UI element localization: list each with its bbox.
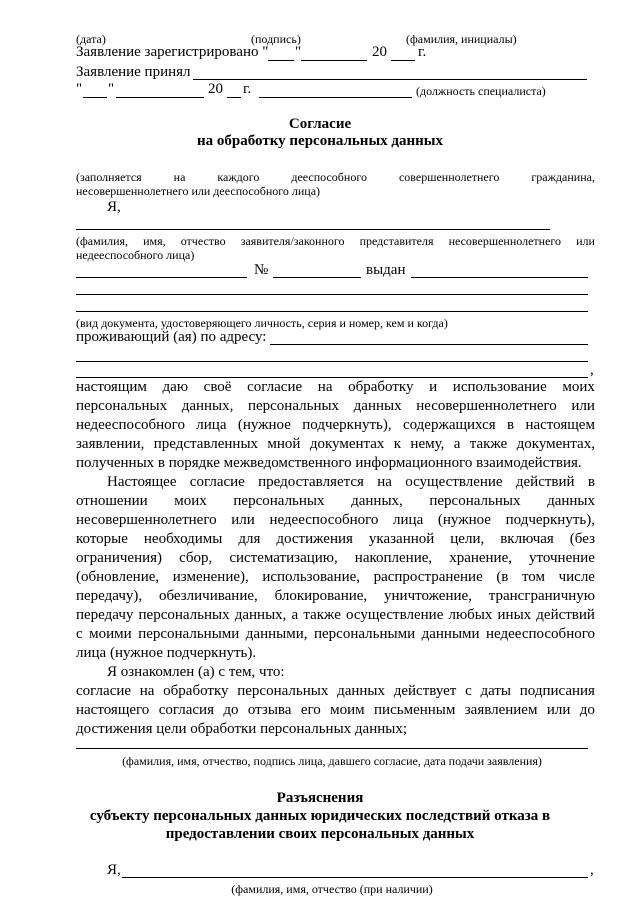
para2-line-2 xyxy=(76,512,595,529)
word: данными, xyxy=(245,626,308,642)
word: числе xyxy=(558,569,595,585)
word: до xyxy=(579,702,595,718)
word: отчество xyxy=(180,234,226,248)
word: заявлении, xyxy=(76,436,145,452)
word: персональными xyxy=(313,626,416,642)
registered-month-field[interactable] xyxy=(301,60,367,61)
word: отзыва xyxy=(247,702,292,718)
address-field[interactable] xyxy=(270,344,588,345)
para1-line-3 xyxy=(76,417,595,434)
registered-label: Заявление зарегистрировано " xyxy=(76,44,269,60)
signer-caption: (фамилия, имя, отчество, подпись лица, давшего согласие, дата подачи заявления) xyxy=(122,754,542,768)
word: совершеннолетнего xyxy=(398,170,500,184)
para2-line-4 xyxy=(76,550,595,567)
para1-line-4 xyxy=(76,436,595,453)
word: согласие xyxy=(76,683,132,699)
word: действует xyxy=(393,683,457,699)
document-line-2[interactable] xyxy=(76,294,588,295)
address-line-3[interactable] xyxy=(76,377,588,378)
word: документах, xyxy=(516,436,595,452)
registered-year-prefix: 20 xyxy=(372,44,387,60)
word: документах xyxy=(309,436,385,452)
word: с xyxy=(76,626,83,642)
document-line-3[interactable] xyxy=(76,311,588,312)
explanation-subtitle-1: субъекту персональных данных юридических последствий отказа в xyxy=(89,808,551,824)
word: моим xyxy=(330,702,365,718)
address-line-2[interactable] xyxy=(76,361,588,362)
word: ограничения) xyxy=(76,550,163,566)
word: передачу xyxy=(76,607,134,623)
para2-last-line: лица (нужное подчеркнуть). xyxy=(76,645,257,661)
word: своё xyxy=(203,379,232,395)
applicant-caption-line1 xyxy=(76,234,595,249)
word: для xyxy=(238,531,261,547)
word: действий xyxy=(536,607,595,623)
word: настоящем xyxy=(525,417,595,433)
word: недееспособного xyxy=(269,512,379,528)
accepted-day-field[interactable] xyxy=(83,97,107,98)
word: трансграничную xyxy=(488,588,595,604)
document-number-field[interactable] xyxy=(273,277,361,278)
word: уточнение xyxy=(529,550,595,566)
word: (без xyxy=(569,531,595,547)
word: моими xyxy=(89,626,132,642)
word: необходимы xyxy=(143,531,223,547)
word: персональных xyxy=(76,398,168,414)
word: его xyxy=(300,702,321,718)
para2-line-3 xyxy=(76,531,595,548)
accepted-year-prefix: 20 xyxy=(208,81,223,97)
word: заявлением xyxy=(464,702,538,718)
para2-line-5 xyxy=(76,569,595,586)
word: персональных xyxy=(138,607,230,623)
word: недееспособного xyxy=(76,417,185,433)
word: недееспособного xyxy=(486,626,595,642)
position-caption: (должность специалиста) xyxy=(416,84,546,98)
word: систематизацию, xyxy=(229,550,338,566)
consent-title: Согласие xyxy=(288,116,352,132)
word: любых xyxy=(448,607,493,623)
word: сбор, xyxy=(179,550,213,566)
explanation-comma: , xyxy=(590,862,594,878)
word: а xyxy=(291,607,299,623)
word: (обновление, xyxy=(76,569,160,585)
word: также xyxy=(303,607,341,623)
word: моих xyxy=(562,379,595,395)
word: несовершеннолетнего xyxy=(76,512,217,528)
word: в xyxy=(587,474,595,490)
word: использование, xyxy=(262,569,361,585)
word: цели, xyxy=(450,531,485,547)
word: представителя xyxy=(359,234,434,248)
word: данных xyxy=(353,398,402,414)
word: на xyxy=(377,474,392,490)
word: или xyxy=(576,234,595,248)
registered-day-field[interactable] xyxy=(268,60,294,61)
accepted-year-field[interactable] xyxy=(227,97,241,98)
word: которые xyxy=(76,531,128,547)
word: подписания xyxy=(519,683,595,699)
word: мной xyxy=(267,436,301,452)
word: несовершеннолетнего xyxy=(448,234,562,248)
word: лица xyxy=(393,512,424,528)
word: включая xyxy=(500,531,554,547)
word: использование xyxy=(452,379,547,395)
word: и xyxy=(429,379,438,395)
word: подчеркнуть), xyxy=(505,512,595,528)
consent-subtitle: на обработку персональных данных xyxy=(197,133,443,149)
registered-year-field[interactable] xyxy=(391,60,415,61)
word: данных, xyxy=(234,607,287,623)
word: (в xyxy=(496,569,509,585)
word: на xyxy=(317,379,333,395)
word: или xyxy=(546,702,571,718)
signer-field[interactable] xyxy=(76,748,588,749)
para3-line-2 xyxy=(76,702,595,719)
word: данных, xyxy=(351,493,403,509)
consent-note-line2: несовершеннолетнего или дееспособного лица) xyxy=(76,184,321,198)
word: предоставляется xyxy=(258,474,364,490)
word: (фамилия, xyxy=(76,234,129,248)
word: или xyxy=(231,512,255,528)
word: хранение, xyxy=(449,550,512,566)
name-initials-caption: (фамилия, инициалы) xyxy=(406,32,517,46)
word: моих xyxy=(174,493,207,509)
specialist-position-field[interactable] xyxy=(259,97,412,98)
word: персональных xyxy=(247,398,340,414)
para2-line-1 xyxy=(76,493,595,510)
word: согласие xyxy=(189,474,245,490)
number-sign: № xyxy=(254,262,269,278)
word: осуществление xyxy=(345,607,444,623)
word: отношении xyxy=(76,493,148,509)
para1-line-2 xyxy=(76,398,595,415)
word: на xyxy=(173,170,186,184)
explanation-name-field[interactable] xyxy=(122,877,588,878)
word: блокирование, xyxy=(274,588,368,604)
word: обработку xyxy=(163,683,229,699)
para1-last-line: полученных в порядке межведомственного информационного взаимодействия. xyxy=(76,455,582,471)
accepted-year-suffix: г. xyxy=(243,81,252,97)
word: к xyxy=(393,436,402,452)
word: (заполняется xyxy=(76,170,142,184)
word: на xyxy=(139,683,155,699)
accepted-quote-close: " xyxy=(108,81,115,97)
word: даю xyxy=(162,379,189,395)
para2-first-line xyxy=(107,474,595,491)
word: в xyxy=(507,417,515,433)
word: персональных xyxy=(429,493,521,509)
word: согласия xyxy=(158,702,214,718)
word: данных xyxy=(337,683,385,699)
word: дееспособного xyxy=(291,170,367,184)
word: передачу), xyxy=(76,588,143,604)
word: осуществление xyxy=(405,474,503,490)
word: содержащихся xyxy=(402,417,496,433)
accepted-label: Заявление принял xyxy=(76,64,191,80)
word: настоящего xyxy=(76,702,150,718)
consent-i-label: Я, xyxy=(107,199,121,215)
word: представленных xyxy=(153,436,259,452)
word: а xyxy=(453,436,461,452)
applicant-caption-line2: недееспособного лица) xyxy=(76,248,195,262)
word: письменным xyxy=(374,702,456,718)
date-caption: (дата) xyxy=(76,32,106,46)
para2-line-7 xyxy=(76,607,595,624)
explanation-subtitle-2: предоставлении своих персональных данных xyxy=(165,826,475,842)
word: уничтожение, xyxy=(384,588,472,604)
explanation-name-caption: (фамилия, имя, отчество (при наличии) xyxy=(231,882,433,896)
para3-last-line: достижения цели обработки персональных данных; xyxy=(76,721,407,737)
word: персональными xyxy=(138,626,240,642)
word: изменение), xyxy=(172,569,249,585)
consent-note-line1 xyxy=(76,170,595,185)
para1-line-1 xyxy=(76,379,595,396)
word: даты xyxy=(480,683,511,699)
accepted-by-field[interactable] xyxy=(193,79,587,80)
word: достижения xyxy=(276,531,353,547)
issued-label: выдан xyxy=(366,262,406,278)
para2-line-6 xyxy=(76,588,595,605)
word: действий xyxy=(515,474,575,490)
word: с xyxy=(465,683,472,699)
explanation-title: Разъяснения xyxy=(276,790,364,806)
word: заявителя/законного xyxy=(240,234,345,248)
word: обработку xyxy=(348,379,414,395)
para3-first-line: Я ознакомлен (а) с тем, что: xyxy=(107,664,285,680)
accepted-month-field[interactable] xyxy=(116,97,204,98)
word: или xyxy=(571,398,595,414)
word: (нужное xyxy=(437,512,491,528)
word: лица xyxy=(196,417,227,433)
document-caption: (вид документа, удостоверяющего личность, серия и номер, кем и когда) xyxy=(76,316,448,330)
word: накопление, xyxy=(354,550,433,566)
word: (нужное xyxy=(237,417,291,433)
word: нему, xyxy=(410,436,445,452)
word: имя, xyxy=(143,234,166,248)
word: настоящим xyxy=(76,379,147,395)
applicant-name-field[interactable] xyxy=(76,229,550,230)
word: персональных xyxy=(237,683,329,699)
document-type-field[interactable] xyxy=(76,277,247,278)
word: данными xyxy=(421,626,480,642)
word: данных xyxy=(547,493,595,509)
word: подчеркнуть), xyxy=(302,417,392,433)
word: Настоящее xyxy=(107,474,177,490)
word: каждого xyxy=(217,170,260,184)
word: до xyxy=(223,702,239,718)
registered-year-suffix: г. xyxy=(418,44,427,60)
signature-caption: (подпись) xyxy=(251,32,301,46)
word: указанной xyxy=(368,531,435,547)
explanation-i-label: Я, xyxy=(107,862,121,878)
word: персональных xyxy=(233,493,325,509)
word: также xyxy=(469,436,508,452)
residing-label: проживающий (ая) по адресу: xyxy=(76,329,267,345)
word: иных xyxy=(497,607,532,623)
word: гражданина, xyxy=(531,170,595,184)
para3-line-1 xyxy=(76,683,595,700)
word: обезличивание, xyxy=(158,588,258,604)
word: распространение xyxy=(373,569,483,585)
para2-line-8 xyxy=(76,626,595,643)
registered-quote: " xyxy=(295,44,302,60)
word: том xyxy=(521,569,546,585)
accepted-quote-open: " xyxy=(76,81,83,97)
word: данных, xyxy=(181,398,234,414)
issued-by-field[interactable] xyxy=(411,277,588,278)
word: несовершеннолетнего xyxy=(416,398,557,414)
address-comma: , xyxy=(590,362,594,378)
word: согласие xyxy=(247,379,303,395)
